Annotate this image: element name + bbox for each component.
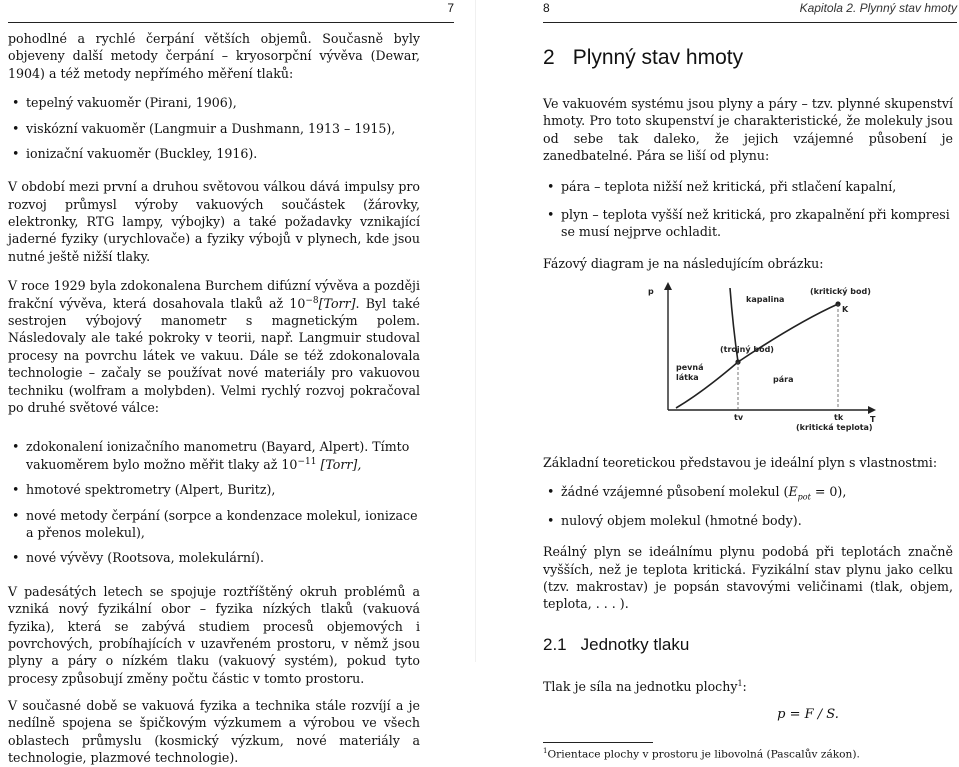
chapter-heading: 2 Plynný stav hmoty [543,46,744,69]
right-page-number: 8 [543,1,550,15]
left-page [0,0,470,766]
left-paragraph-4: V padesátých letech se spojuje roztříštěný okruh problémů a vzniká nový fyzikální obor – fyzika nízkých tlaků (vakuová fyzika), která se zabývá studiem procesů objemových i povrchových, probíhajících v uzavřeném prostoru, v němž jsou plyny a páry o nízkém tlaku (vakuový systém), pokud tyto procesy způsobují změny počtu částic v tomto prostoru. [8,583,420,686]
right-paragraph-4: Reálný plyn se ideálnímu plynu podobá při teplotách značně vyšších, než je teplota kritická. Fyzikální stav plynu jako celku (tzv. makrostav) je popsán stavovými veličinami (tlak, objem, teplota, . . . ). [543,544,953,612]
right-paragraph-3: Základní teoretickou představou je ideální plyn s vlastnostmi: [543,454,938,470]
left-paragraph-3: V roce 1929 byla zdokonalena Burchem difúzní vývěva a později frakční vývěva, která dosahovala tlaků až $10^{-8}[Torr]$. Byl také sestrojen výbojový manometr s magnetickým polem. Následovaly ale také pokroky v teorii, např. Langmuir studoval procesy na povrchu látek ve vakuu. Dále se též zdokonalovala technologie – začaly se používat nové materiály pro vakuovou techniku (wolfram a molybden). Velmi rychlý rozvoj pokračoval po druhé světové válce: [8,278,420,415]
list-item: • viskózní vakuoměr (Langmuir a Dushmann, 1913 – 1915), [8,120,420,137]
liquid-label: kapalina [746,294,785,304]
list-item: • pára – teplota nižší než kritická, při stlačení kapalní, [543,178,953,195]
list-item: • hmotové spektrometry (Alpert, Buritz), [8,481,420,498]
left-page-header [8,0,454,23]
footnote: $^1$Orientace plochy v prostoru je libovolná (Pascalův zákon). [543,746,860,761]
pressure-formula: p = F / S. [777,706,839,722]
right-paragraph-5: Tlak je síla na jednotku plochy$^1$: [543,679,747,695]
tv-label: tv [734,412,744,422]
list-item: • nové metody čerpání (sorpce a kondenzace molekul, ionizace a přenos molekul), [8,507,420,542]
list-item: • nulový objem molekul (hmotné body). [543,512,953,529]
right-page [481,0,959,761]
left-paragraph-2: V období mezi první a druhou světovou válkou dává impulsy pro rozvoj průmysl výroby vakuových součástek (žárovky, elektronky, RTG lampy, výbojky) a také požadavky vznikající jaderné fyziky (urychlovače) a fyziky výbojů v plynech, kde jsou nutné ještě nižší tlaky. [8,179,420,264]
solid-label-line2: látka [676,372,699,382]
list-item: • zdokonalení ionizačního manometru (Bayard, Alpert). Tímto vakuoměrem bylo možno měřit tlaky až $10^{-11}$ [Torr], [8,438,420,473]
running-head: Kapitola 2. Plynný stav hmoty [799,1,957,15]
list-item: • ionizační vakuoměr (Buckley, 1916). [8,145,420,162]
right-paragraph-1: Ve vakuovém systému jsou plyny a páry – tzv. plynné skupenství hmoty. Pro toto skupenství je charakteristické, že molekuly jsou od sebe tak daleko, že jejich vzájemné působení je zanedbatelné. Pára se liší od plynu: [543,95,953,164]
p-axis-arrow [664,282,672,290]
left-page-number: 7 [447,1,454,15]
t-axis-arrow [868,406,876,414]
k-label: K [842,304,849,314]
left-list-measuring-devices [8,94,420,162]
left-list-postwar-advances [8,438,420,566]
list-item: • tepelný vakuoměr (Pirani, 1906), [8,94,420,111]
right-paragraph-2: Fázový diagram je na následujícím obrázku: [543,255,824,271]
triple-point-label: (trojný bod) [720,344,774,354]
section-heading: 2.1 Jednotky tlaku [543,634,690,654]
list-item: • nové vývěvy (Rootsova, molekulární). [8,549,420,566]
solid-label-line1: pevná [676,362,704,372]
right-list-vapor-gas [543,178,953,240]
list-item: • plyn – teplota vyšší než kritická, pro zkapalnění při kompresi se musí nejprve ochladit. [543,206,953,241]
right-page-header [543,0,957,23]
p-axis-label: p [648,286,654,296]
list-item: • žádné vzájemné působení molekul $(E_{pot} = 0)$, [543,483,953,503]
tk-label: tk [834,412,844,422]
left-paragraph-1: pohodlné a rychlé čerpání větších objemů. Současně byly objeveny další metody čerpání – kryosorpční vývěva (Dewar, 1904) a též metody nepřímého měření tlaků: [8,31,420,81]
footnote-rule [543,742,653,743]
left-text-column [8,30,420,767]
right-list-ideal-gas [543,483,953,529]
page-divider [475,0,476,662]
right-text-column [543,30,953,762]
critical-temp-label: (kritická teplota) [796,422,873,432]
left-paragraph-5: V současné době se vakuová fyzika a technika stále rozvíjí a je nedílně spojena se špičkovým výzkumem a výrobou ve všech oblastech průmyslu (kosmický výzkum, nové materiály a technologie, plazmové technologie). [8,698,420,766]
t-axis-label: T [870,414,876,424]
vapor-label: pára [773,374,794,384]
phase-diagram [638,282,878,432]
critical-point-label: (kritický bod) [810,286,871,296]
